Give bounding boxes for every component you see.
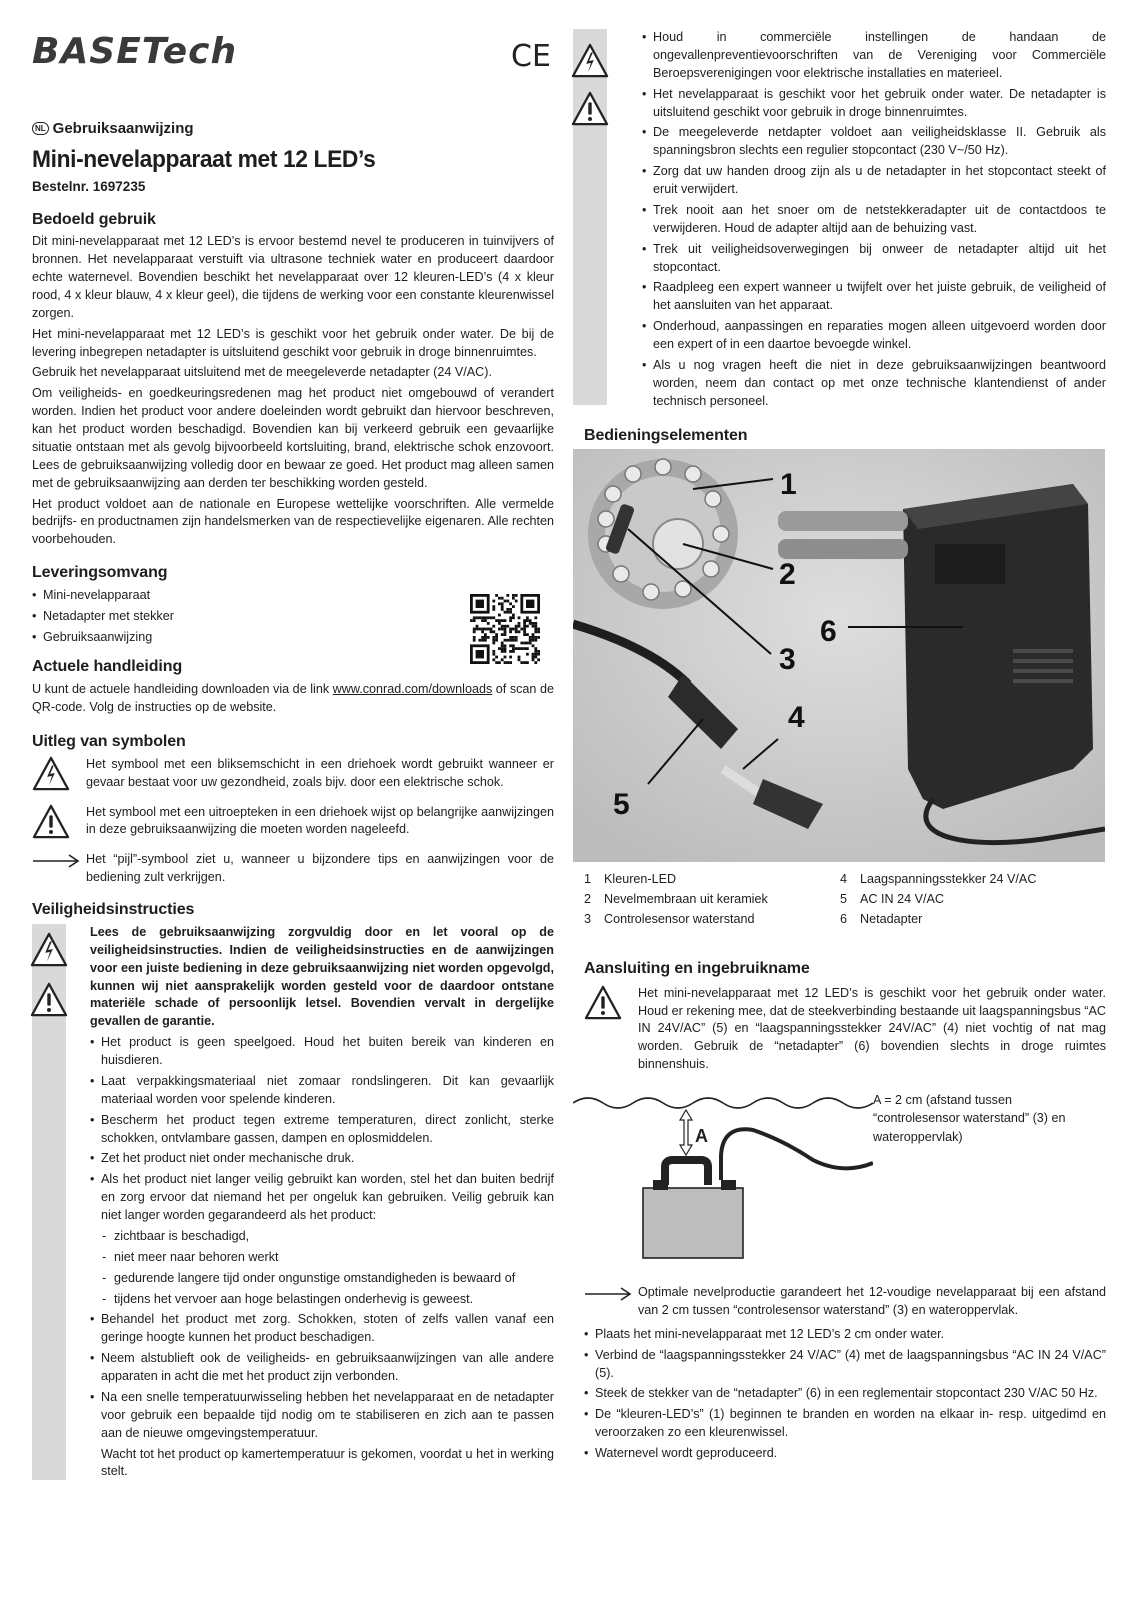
callout-1: 1 [780, 468, 797, 501]
list-item: • Waternevel wordt geproduceerd. [584, 1445, 1106, 1463]
list-item: • Plaats het mini-nevelapparaat met 12 LED’s 2 cm onder water. [584, 1326, 1106, 1344]
safety-sidebar [573, 29, 607, 405]
intended-use-paragraph: Om veiligheids- en goedkeuringsredenen mag het product niet omgebouwd of verandert worden. Indien het product voor andere doeleinden wordt gebruikt dan hiervoor beschreven, kan het product worden beschadigd. Bovendien kan bij verkeerd gebruik een gevaarlijke situatie ontstaan met als gevolg bijvoorbeeld kortsluiting, brand, elektrische schok enzovoort. Lees de gebruiksaanwijzing volledig door en bewaar ze goed. Het product mag alleen samen met de gebruiksaanwijzing aan derden ter beschikking worden gesteld. [32, 386, 554, 490]
manual-heading: Actuele handleiding [32, 658, 183, 676]
safety-sidebar [32, 924, 66, 1480]
list-item: • Raadpleeg een expert wanneer u twijfelt over het juiste gebruik, de veiligheid of het aansluiten van het apparaat. [642, 279, 1106, 315]
symbol-row [32, 756, 554, 798]
legend-item: 6 Netadapter [840, 911, 923, 926]
list-item: - niet meer naar behoren werkt [100, 1249, 554, 1267]
exclamation-triangle-icon [32, 804, 70, 840]
warning-row [584, 985, 1106, 1074]
list-item: • Gebruiksaanwijzing [32, 629, 554, 647]
order-number: Bestelnr. 1697235 [32, 179, 146, 195]
safety-intro: Lees de gebruiksaanwijzing zorgvuldig door en let vooral op de veiligheidsinstructies. Indien de veiligheidsinstructies en de aanwijzingen voor een juiste bediening in deze gebruiksaanwijzing niet worden opgevolgd, kunnen wij niet aansprakelijk worden gesteld voor de daardoor ontstane materiële schade of persoonlijk letsel. Bovendien vervalt in dergelijke gevallen de garantie. [90, 924, 554, 1029]
list-item: - zichtbaar is beschadigd, [100, 1228, 554, 1246]
list-item: • Onderhoud, aanpassingen en reparaties mogen alleen uitgevoerd worden door een expert of in een daartoe bevoegde winkel. [642, 318, 1106, 354]
safety-block [32, 924, 554, 1481]
list-item: • De “kleuren-LED’s” (1) beginnen te branden en worden na elkaar in- resp. uitgedimd en veroorzaken zo een kleurenwissel. [584, 1406, 1106, 1442]
ce-mark: CE [511, 39, 551, 74]
legend-item: 2 Nevelmembraan uit keramiek [584, 891, 768, 906]
intended-use-paragraph: Het product voldoet aan de nationale en Europese wettelijke voorschriften. Alle vermelde bedrijfs- en productnamen zijn handelsmerken van de respectievelijke eigenaren. Alle rechten voorbehouden. [32, 496, 554, 547]
list-item: • Houd in commerciële instellingen de handaan de ongevallenpreventievoorschriften van de Vereniging voor Commerciële Beroepsverenigingen voor elektrische installaties en materieel. [642, 29, 1106, 83]
controls-legend [584, 871, 1106, 929]
intended-use-paragraph: Het mini-nevelapparaat met 12 LED’s is geschikt voor het gebruik onder water. De bij de levering inbegrepen netadapter is uitsluitend geschikt voor gebruik in droge binnenruimtes. [32, 326, 554, 359]
callout-6: 6 [820, 615, 837, 648]
symbols-heading: Uitleg van symbolen [32, 732, 186, 750]
arrow-icon [584, 1287, 632, 1301]
list-item: • Het product is geen speelgoed. Houd het buiten bereik van kinderen en huisdieren. [90, 1034, 554, 1070]
tip-row [584, 1284, 1106, 1320]
qr-code[interactable] [470, 594, 540, 664]
legend-item: 4 Laagspanningsstekker 24 V/AC [840, 872, 1037, 886]
list-item: • Mini-nevelapparaat [32, 587, 554, 605]
download-link[interactable]: www.conrad.com/downloads [332, 682, 493, 697]
connection-steps [584, 1284, 1106, 1466]
symbol-text: Het symbool met een bliksemschicht in een driehoek wordt gebruikt wanneer er gevaar bestaat voor uw gezondheid, zoals bijv. door een elektrische schok. [86, 756, 554, 789]
list-item: • Als u nog vragen heeft die niet in deze gebruiksaanwijzingen beantwoord worden, neem dan contact op met onze technische klantendienst of ander technisch personeel. [642, 357, 1106, 411]
lightning-triangle-icon [32, 756, 70, 792]
led-ring-illustration [588, 459, 738, 609]
intended-use-paragraph: Gebruik het nevelapparaat uitsluitend met de meegeleverde netadapter (24 V/AC). [32, 365, 492, 380]
doc-type-heading: NL Gebruiksaanwijzing [32, 118, 554, 139]
safety-list [642, 29, 1106, 411]
language-badge: NL [32, 122, 49, 135]
list-item: • Steek de stekker van de “netadapter” (6) in een reglementair stopcontact 230 V/AC 50 Hz. [584, 1385, 1106, 1403]
lightning-triangle-icon [571, 43, 609, 79]
list-item: - tijdens het vervoer aan hoge belastingen onderhevig is geweest. [100, 1291, 554, 1309]
safety-list [90, 1034, 554, 1225]
connection-heading: Aansluiting en ingebruikname [584, 960, 810, 977]
list-item: • Zorg dat uw handen droog zijn als u de netadapter in het stopcontact steekt of eruit verwijdert. [642, 163, 1106, 199]
safety-list [90, 1311, 554, 1442]
tip-text: Optimale nevelproductie garandeert het 12-voudige nevelapparaat bij een afstand van 2 cm tussen “controlesensor waterstand” (3) en wateroppervlak. [638, 1285, 1106, 1317]
controls-heading: Bedieningselementen [584, 427, 748, 444]
list-item: • Behandel het product met zorg. Schokken, stoten of zelfs vallen vanaf een geringe hoogte kunnen het product beschadigen. [90, 1311, 554, 1347]
list-item: • Verbind de “laagspanningsstekker 24 V/AC” (4) met de laagspanningsbus “AC IN 24 V/AC” (5). [584, 1347, 1106, 1383]
list-item: • Zet het product niet onder mechanische druk. [90, 1150, 554, 1168]
safety-note: Wacht tot het product op kamertemperatuur is gekomen, voordat u het in werking stelt. [101, 1446, 554, 1479]
left-column [32, 118, 554, 1484]
diagram-note: A = 2 cm (afstand tussen “controlesensor waterstand” (3) en wateroppervlak) [873, 1093, 1066, 1144]
lightning-triangle-icon [30, 932, 68, 968]
symbol-row [32, 851, 554, 887]
brand-logo: BASETech [32, 31, 238, 72]
list-item: • Trek nooit aan het snoer om de netstekkeradapter uit de contactdoos te verwijderen. Houd de adapter altijd aan de behuizing vast. [642, 202, 1106, 238]
list-item: - gedurende langere tijd onder ongunstige omstandigheden is bewaard of [100, 1270, 554, 1288]
list-item: • Na een snelle temperatuurwisseling hebben het nevelapparaat en de netadapter voor gebruik een bepaalde tijd nodig om te stabiliseren en zich aan te passen aan de nieuwe omgevingstemperatuur. [90, 1389, 554, 1443]
legend-item: 3 Controlesensor waterstand [584, 911, 755, 926]
legend-item: 5 AC IN 24 V/AC [840, 891, 944, 906]
list-item: • Het nevelapparaat is geschikt voor het gebruik onder water. De netadapter is uitsluitend geschikt voor gebruik in droge binnenruimtes. [642, 86, 1106, 122]
intended-use-heading: Bedoeld gebruik [32, 210, 156, 228]
connection-section [584, 958, 1106, 1080]
arrow-icon [32, 854, 80, 868]
exclamation-triangle-icon [30, 982, 68, 1018]
manual-text: U kunt de actuele handleiding downloaden via de link www.conrad.com/downloads of scan de QR-code. Volg de instructies op de website. [32, 682, 554, 715]
list-item: • De meegeleverde netdapter voldoet aan veiligheidsklasse II. Gebruik als spanningsbron slechts een regulier stopcontact (230 V~/50 Hz). [642, 124, 1106, 160]
list-item: • Bescherm het product tegen extreme temperaturen, direct zonlicht, sterke schokken, ontvlambare gassen, dampen en oplosmiddelen. [90, 1112, 554, 1148]
callout-4: 4 [788, 701, 805, 734]
diagram-label: A [695, 1126, 708, 1146]
condition-list [90, 1228, 554, 1309]
callout-3: 3 [779, 643, 796, 676]
list-item: • Trek uit veiligheidsoverwegingen bij onweer de netadapter altijd uit het stopcontact. [642, 241, 1106, 277]
safety-heading: Veiligheidsinstructies [32, 901, 195, 919]
exclamation-triangle-icon [584, 985, 622, 1021]
symbol-text: Het symbool met een uitroepteken in een driehoek wijst op belangrijke aanwijzingen in deze gebruiksaanwijzing die moeten worden nageleefd. [86, 804, 554, 837]
list-item: • Laat verpakkingsmateriaal niet zomaar rondslingeren. Dit kan gevaarlijk materiaal worden voor spelende kinderen. [90, 1073, 554, 1109]
list-item: • Netadapter met stekker [32, 608, 554, 626]
list-item: • Als het product niet langer veilig gebruikt kan worden, stel het dan buiten bedrijf en zorg ervoor dat niemand het per ongeluk kan gebruiken. Veilig gebruik kan niet langer worden gegarandeerd als het product: [90, 1171, 554, 1225]
symbol-row [32, 804, 554, 846]
delivery-heading: Leveringsomvang [32, 564, 168, 582]
symbol-text: Het “pijl”-symbool ziet u, wanneer u bijzondere tips en aanwijzingen voor de bediening zult verkrijgen. [86, 852, 554, 885]
product-photo [573, 449, 1105, 862]
connection-intro: Het mini-nevelapparaat met 12 LED’s is geschikt voor het gebruik onder water. Houd er rekening mee, dat de steekverbinding bestaande uit laagspanningsbus “AC IN 24V/AC” (5) en “laagspanningsstekker 24V/AC” (4) niet vochtig of nat mag worden. Gebruik de “netadapter” (6) bovendien slechts in droge ruimtes binnenshuis. [638, 985, 1106, 1072]
safety-continued [584, 29, 1106, 414]
intended-use-paragraph: Dit mini-nevelapparaat met 12 LED’s is ervoor bestemd nevel te produceren in tuinvijvers of bronnen. Het nevelapparaat verstuift via ultrasone techniek water en produceert daardoor echte waternevel. Bovendien beschikt het nevelapparaat over 12 kleuren-LED’s (4 x kleur rood, 4 x kleur blauw, 4 x kleur geel), die tijdens de werking voor een constante kleurenwissel zorgen. [32, 234, 554, 320]
steps-list [584, 1326, 1106, 1463]
legend-item: 1 Kleuren-LED [584, 872, 677, 886]
callout-5: 5 [613, 788, 630, 821]
exclamation-triangle-icon [571, 91, 609, 127]
installation-diagram [573, 1085, 873, 1265]
page-title: Mini-nevelapparaat met 12 LED’s [32, 146, 376, 174]
callout-2: 2 [779, 558, 796, 591]
list-item: • Neem alstublieft ook de veiligheids- en gebruiksaanwijzingen van alle andere apparaten in acht die met het product zijn verbonden. [90, 1350, 554, 1386]
